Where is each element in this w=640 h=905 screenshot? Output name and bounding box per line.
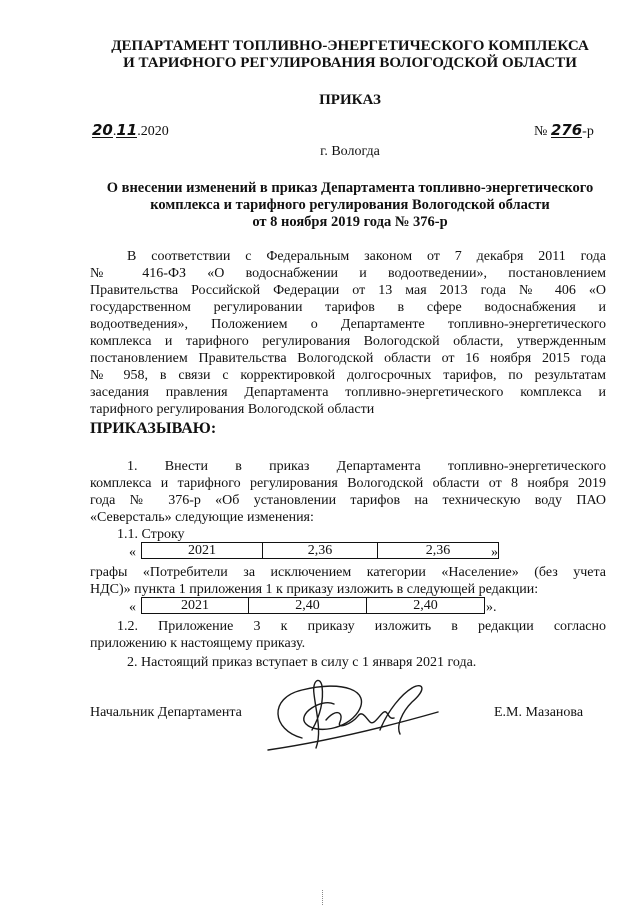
item1-1-text-line: НДС)» пункта 1 приложения 1 к приказу изложить в следующей редакции:	[90, 582, 539, 597]
open-quote: «	[129, 545, 136, 560]
number-value: 276	[550, 121, 583, 139]
city: г. Вологда	[320, 144, 380, 159]
scan-artifact	[322, 890, 324, 905]
close-quote-end: ».	[486, 600, 497, 615]
document-type: ПРИКАЗ	[319, 92, 381, 108]
preamble-line: тарифного регулирования Вологодской области	[90, 402, 375, 417]
preamble-line: государственном регулировании тарифов в сфере водоснабжения и	[90, 300, 606, 315]
order-date: 20.11.2020	[92, 121, 169, 139]
signatory-position: Начальник Департамента	[90, 705, 242, 720]
item2: 2. Настоящий приказ вступает в силу с 1 января 2021 года.	[127, 655, 477, 670]
old-year-cell: 2021	[142, 543, 263, 559]
old-rate-row	[141, 542, 499, 559]
item1-1-label: 1.1. Строку	[117, 527, 185, 542]
order-word: ПРИКАЗЫВАЮ:	[90, 420, 217, 437]
new-year-cell: 2021	[142, 598, 249, 614]
item1-2-line: 1.2. Приложение 3 к приказу изложить в редакции согласно	[117, 619, 606, 634]
close-quote: »	[491, 545, 498, 560]
department-name-line1: ДЕПАРТАМЕНТ ТОПЛИВНО-ЭНЕРГЕТИЧЕСКОГО КОМПЛЕКСА	[111, 38, 589, 54]
signatory-name: Е.М. Мазанова	[494, 705, 584, 720]
item1-line: «Северсталь» следующие изменения:	[90, 510, 314, 525]
preamble-line: заседания правления Департамента топливно-энергетического комплекса и	[90, 385, 606, 400]
order-number: № 276-р	[534, 121, 594, 139]
item1-2-line: приложению к настоящему приказу.	[90, 636, 306, 651]
item1-line: 1. Внести в приказ Департамента топливно-энергетического	[127, 459, 606, 474]
new-value2-cell: 2,40	[367, 598, 485, 614]
preamble-line: № 416-ФЗ «О водоснабжении и водоотведении», постановлением	[90, 266, 606, 281]
preamble-line: водоотведения», Положением о Департаменте топливно-энергетического	[90, 317, 606, 332]
date-day: 20	[92, 121, 113, 139]
title-line3: от 8 ноября 2019 года № 376-р	[252, 214, 448, 230]
new-rate-row	[141, 597, 485, 614]
preamble-line: постановлением Правительства Вологодской области от 16 ноября 2015 года	[90, 351, 606, 366]
title-line2: комплекса и тарифного регулирования Вологодской области	[150, 197, 550, 213]
preamble-line: В соответствии с Федеральным законом от 7 декабря 2011 года	[127, 249, 606, 264]
new-value1-cell: 2,40	[249, 598, 367, 614]
old-value2-cell: 2,36	[378, 543, 499, 559]
preamble-line: Правительства Российской Федерации от 13 мая 2013 года № 406 «О	[90, 283, 606, 298]
item1-1-text-line: графы «Потребители за исключением категории «Население» (без учета	[90, 565, 606, 580]
preamble-line: комплекса и тарифного регулирования Вологодской области, утвержденным	[90, 334, 606, 349]
department-name-line2: И ТАРИФНОГО РЕГУЛИРОВАНИЯ ВОЛОГОДСКОЙ ОБЛАСТИ	[123, 55, 577, 71]
old-value1-cell: 2,36	[263, 543, 378, 559]
item1-line: года № 376-р «Об установлении тарифов на техническую воду ПАО	[90, 493, 606, 508]
title-line1: О внесении изменений в приказ Департамента топливно-энергетического	[106, 180, 594, 196]
handwritten-signature	[262, 668, 442, 758]
item1-line: комплекса и тарифного регулирования Вологодской области от 8 ноября 2019	[90, 476, 606, 491]
date-year: .2020	[137, 124, 169, 139]
preamble-line: № 958, в связи с корректировкой долгосрочных тарифов, по результатам	[90, 368, 606, 383]
date-month: 11	[116, 121, 138, 139]
open-quote: «	[129, 600, 136, 615]
